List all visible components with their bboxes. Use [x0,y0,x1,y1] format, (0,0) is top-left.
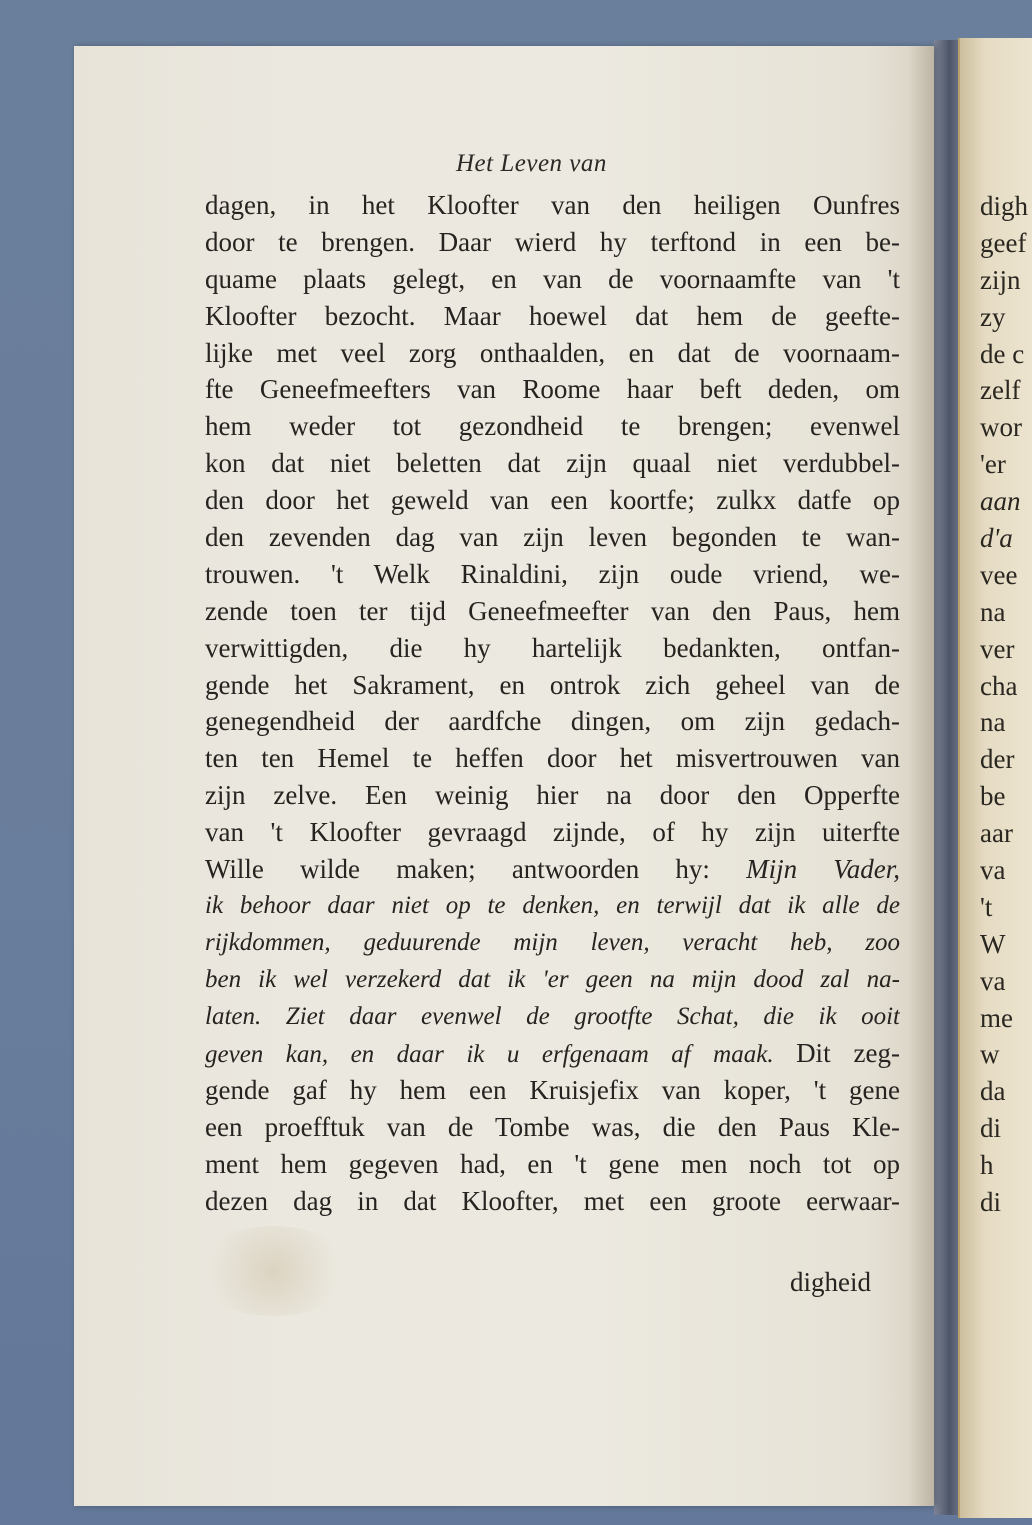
text-line [205,187,900,224]
text-line-content: fte Geneefmeefters van Roome haar beft deden, om [205,374,900,405]
right-page-fragment: h [980,1150,994,1181]
text-line [205,703,900,740]
right-page-fragment: digh [980,191,1029,221]
text-line-content: zijn zelve. Een weinig hier na door den Opperfte [205,780,900,811]
text-line-content: den door het geweld van een koortfe; zulkx datfe op [205,485,900,516]
text-line-content: dagen, in het Kloofter van den heiligen Ounfres [205,190,900,220]
text-line-content: rijkdommen, geduurende mijn leven, veracht heb, zoo [205,928,900,956]
text-line-content: Kloofter bezocht. Maar hoewel dat hem de geefte- [205,300,900,331]
text-line [205,556,900,593]
text-line-content: door te brengen. Daar wierd hy terftond in een be- [205,226,900,257]
text-line [205,851,900,888]
right-page-fragment: vee [980,559,1018,590]
text-line [205,925,900,962]
text-line-content: dezen dag in dat Kloofter, met een groote eerwaar- [205,1186,900,1217]
text-line-content: lijke met veel zorg onthaalden, en dat de voornaam- [205,337,900,368]
right-page-fragment: me [980,1002,1013,1033]
text-line [205,408,900,445]
text-line-content: genegendheid der aardfche dingen, om zijn gedach- [205,706,900,737]
right-page-fragment: di [980,1113,1002,1144]
right-page-fragment: na [980,707,1006,738]
right-page-text [980,188,1028,1221]
text-line-content: trouwen. 't Welk Rinaldini, zijn oude vriend, we- [205,558,900,589]
text-line-content: ik behoor daar niet op te denken, en terwijl dat ik alle de [205,891,900,919]
right-page-fragment: wor [980,412,1022,443]
text-line-content: quame plaats gelegt, en van de voornaamfte van 't [205,263,900,294]
text-line-content: van 't Kloofter gevraagd zijnde, of hy zijn uiterfte [205,817,900,848]
right-page-fragment: aar [980,818,1013,849]
right-page-fragment: d'a [980,523,1013,554]
right-page-fragment: ver [980,633,1015,664]
text-line [205,667,900,704]
text-line [205,298,900,335]
right-page-fragment: 'er [980,449,1006,480]
right-page-fragment: geef [980,227,1027,258]
text-line-content: laten. Ziet daar evenwel de grootfte Schat, die ik ooit [205,1002,900,1030]
right-page-fragment: va [980,965,1006,996]
paper-stain [194,1226,354,1316]
text-line-content: geven kan, en daar ik u erfgenaam af maak. [205,1041,774,1069]
text-line [205,224,900,261]
text-line-content: gende gaf hy hem een Kruisjefix van koper, 't gene [205,1075,900,1106]
text-line [205,740,900,777]
text-line [205,1072,900,1109]
text-line [205,777,900,814]
text-line [205,999,900,1036]
text-line [205,519,900,556]
text-line-content: ten ten Hemel te heffen door het misvertrouwen van [205,743,900,774]
text-line-content: ment hem gegeven had, en 't gene men noch tot op [205,1149,900,1180]
text-line-content: een proefftuk van de Tombe was, die den Paus Kle- [205,1112,900,1143]
text-line-roman-tail: Dit zeg- [796,1038,900,1069]
text-line [205,482,900,519]
right-page-fragment: der [980,744,1015,775]
right-page-fragment: da [980,1076,1006,1107]
text-line-content: kon dat niet beletten dat zijn quaal niet verdubbel- [205,448,900,479]
text-line-content: hem weder tot gezondheid te brengen; evenwel [205,411,900,442]
text-line-content: zende toen ter tijd Geneefmeefter van den Paus, hem [205,595,900,626]
text-line [205,1146,900,1183]
text-line-content: den zevenden dag van zijn leven begonden te wan- [205,522,900,553]
text-line [205,445,900,482]
text-line-content: ben ik wel verzekerd dat ik 'er geen na mijn dood zal na- [205,965,900,993]
right-page-fragment: zelf [980,375,1021,406]
text-line [205,630,900,667]
text-line [205,1035,900,1072]
right-page-fragment: na [980,596,1006,627]
right-page-fragment: cha [980,670,1018,701]
right-page-fragment: 't [980,891,993,922]
text-line [205,1183,900,1220]
catchword: digheid [790,1267,871,1297]
text-line [205,814,900,851]
right-page-fragment: zijn [980,264,1021,295]
text-line [205,593,900,630]
text-line-italic-tail: Mijn Vader, [746,854,900,885]
right-page-fragment: de c [980,338,1025,369]
text-line [205,1109,900,1146]
text-line-content: verwittigden, die hy hartelijk bedankten, ontfan- [205,632,900,663]
right-page-fragment: W [980,928,1006,959]
text-line-content: gende het Sakrament, en ontrok zich geheel van de [205,669,900,700]
text-line [205,962,900,999]
text-line [205,261,900,298]
text-line [205,371,900,408]
right-page-fragment: be [980,781,1006,812]
book-gutter [934,40,960,1515]
text-line [205,335,900,372]
right-page-fragment: di [980,1187,1002,1218]
right-page-fragment: va [980,855,1006,886]
text-line [205,888,900,925]
text-line-content: Wille wilde maken; antwoorden hy: [205,854,710,885]
right-page-fragment: w [980,1039,1000,1070]
page-body-text [205,187,900,1220]
running-head: Het Leven van [456,150,607,177]
right-page-fragment: aan [980,486,1021,517]
right-page-fragment: zy [980,301,1006,332]
right-page [958,38,1032,1518]
